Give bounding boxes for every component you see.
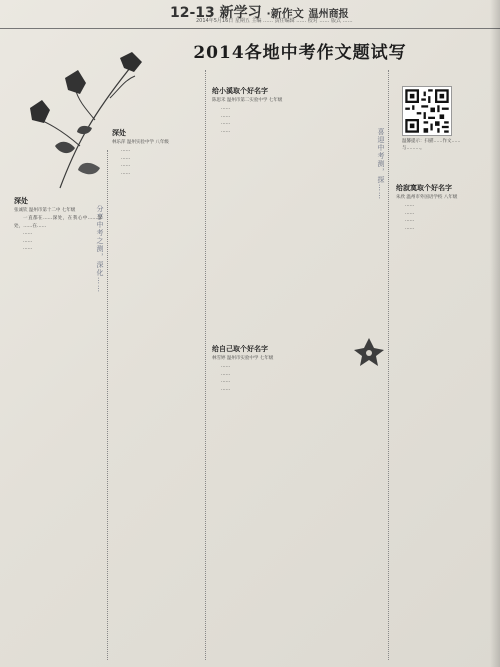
qr-caption: 温馨提示：扫描……作文……与………。 <box>402 139 461 151</box>
article-byline: 朱欣 温州市外国语学校 八年级 <box>396 195 458 200</box>
article-paragraph: …… <box>221 113 231 119</box>
right-side-slogan: 喜迎中考测，探…… <box>377 128 385 200</box>
qr-code-icon[interactable] <box>402 86 452 136</box>
article-paragraph: …… <box>121 163 131 169</box>
article-paragraph: …… <box>221 364 231 369</box>
article-paragraph: …… <box>221 128 231 134</box>
masthead-subline: 2014年5月16日 星期五 主编 …… 责任编辑 …… 校对 …… 版式 …… <box>196 18 353 24</box>
article-title: 深处 <box>14 197 28 205</box>
article-title: 给小溪取个好名字 <box>212 87 268 95</box>
page-numbers: 12-13 <box>170 5 215 21</box>
article-paragraph: …… <box>221 371 231 377</box>
article-paragraph: …… <box>405 225 415 231</box>
article-paragraph: …… <box>121 170 131 176</box>
left-side-slogan: 分享中考之测，深化…… <box>96 205 104 293</box>
article-byline: 林雪婷 温州市实验中学 七年级 <box>212 356 274 361</box>
article-title: 给寂寞取个好名字 <box>396 184 452 192</box>
article-title: 深处 <box>112 129 126 137</box>
article-paragraph: …… <box>23 246 33 252</box>
article-byline: 林乐萍 温州实验中学 八年级 <box>112 140 169 145</box>
page-headline: 2014各地中考作文题试写 <box>193 43 407 63</box>
article-5 <box>396 183 484 658</box>
section-name: 新学习 <box>219 5 262 21</box>
photo-shadow <box>490 0 500 667</box>
article-paragraph: …… <box>121 155 131 161</box>
article-4 <box>212 344 382 658</box>
article-byline: 陈思禾 温州市第二实验中学 七年级 <box>212 98 283 103</box>
article-paragraph: …… <box>23 231 33 237</box>
article-paragraph: …… <box>221 106 231 111</box>
article-paragraph: …… <box>221 379 231 385</box>
column-divider <box>107 150 108 660</box>
subsection-name: ·新作文 <box>266 7 304 20</box>
article-paragraph: …… <box>221 386 231 392</box>
article-paragraph: …… <box>405 203 415 208</box>
article-paragraph: …… <box>121 148 131 153</box>
article-2 <box>112 128 200 658</box>
article-title: 给自己取个好名字 <box>212 345 268 353</box>
article-paragraph: …… <box>405 218 415 224</box>
article-paragraph: …… <box>405 210 415 216</box>
article-paragraph: …… <box>23 238 33 244</box>
flower-ornament-icon <box>352 336 386 368</box>
article-paragraph: …… <box>221 121 231 127</box>
article-byline: 张诚钦 温州市第十二中 七年级 <box>14 208 76 213</box>
article-paragraph: 一直都在……深处，在我心中……深处，……在…… <box>14 216 102 229</box>
article-3 <box>212 86 382 336</box>
paper-name: 温州商报 <box>308 9 349 20</box>
column-divider <box>205 70 206 660</box>
article-1 <box>14 196 102 658</box>
masthead <box>0 0 500 29</box>
column-divider <box>388 70 389 660</box>
